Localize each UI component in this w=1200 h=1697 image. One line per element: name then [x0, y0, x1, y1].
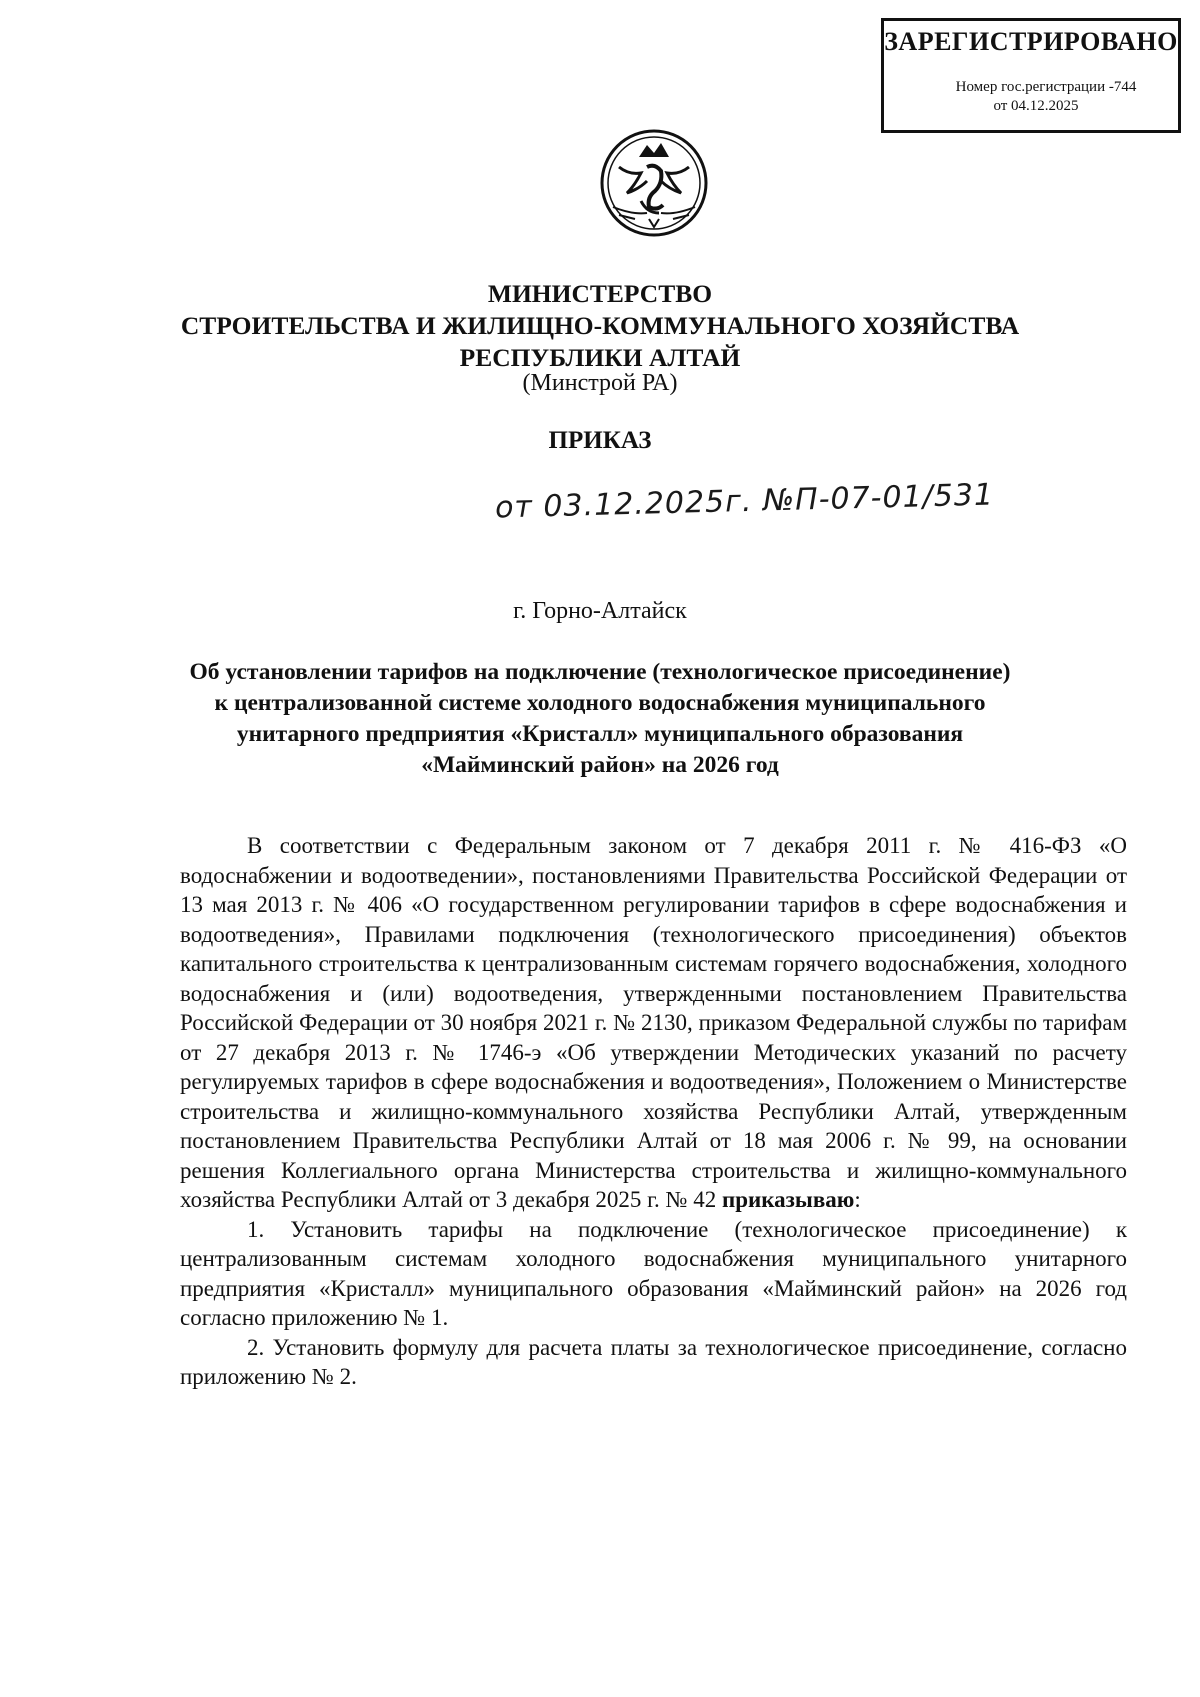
ministry-abbreviation: (Минстрой РА) [522, 370, 678, 396]
preamble-text: В соответствии с Федеральным законом от 7 декабря 2011 г. № 416-ФЗ «О водоснабжении и водоотведении», постановлениями Правительства Российской Федерации от 13 мая 2013 г. № 406 «О государственном регулировании тарифов в сфере водоснабжения и водоотведения», Правилами подключения (технологического присоединения) объектов капитального строительства к централизованным системам горячего водоснабжения, холодного водоснабжения и (или) водоотведения, утвержденными постановлением Правительства Российской Федерации от 30 ноября 2021 г. № 2130, приказом Федеральной службы по тарифам от 27 декабря 2013 г. № 1746-э «Об утверждении Методических указаний по расчету регулируемых тарифов в сфере водоснабжения и водоотведения», Положением о Министерстве строительства и жилищно-коммунального хозяйства Республики Алтай, утвержденным постановлением Правительства Республики Алтай от 18 мая 2006 г. № 99, на основании решения Коллегиального органа Министерства строительства и жилищно-коммунального хозяйства Республики Алтай от 3 декабря 2025 г. № 42 [180, 833, 1127, 1212]
preamble-paragraph [180, 831, 1127, 1215]
ministry-line-3: РЕСПУБЛИКИ АЛТАЙ [459, 343, 741, 372]
handwritten-date-number: от 03.12.2025г. №П-07-01/531 [494, 477, 995, 526]
subject-line-4: «Майминский район» на 2026 год [421, 752, 779, 778]
document-type: ПРИКАЗ [548, 427, 652, 454]
stamp-reg-number: Номер гос.регистрации -744 [955, 79, 1137, 95]
registration-stamp [881, 18, 1181, 133]
altai-republic-coat-of-arms-icon [589, 127, 719, 239]
ministry-name [0, 278, 1200, 374]
order-subject [150, 657, 1050, 781]
order-item-2: 2. Установить формулу для расчета платы за технологическое присоединение, согласно приложению № 2. [180, 1334, 1127, 1389]
stamp-reg-date: от 04.12.2025 [993, 98, 1079, 114]
city: г. Горно-Алтайск [513, 598, 687, 624]
subject-line-1: Об установлении тарифов на подключение (технологическое присоединение) [189, 659, 1011, 685]
order-body [180, 831, 1127, 1392]
order-item-1: 1. Установить тарифы на подключение (технологическое присоединение) к централизованным системам холодного водоснабжения муниципального унитарного предприятия «Кристалл» муниципального образования «Майминский район» на 2026 год согласно приложению № 1. [180, 1216, 1127, 1330]
order-word: приказываю [721, 1187, 855, 1212]
ministry-line-2: СТРОИТЕЛЬСТВА И ЖИЛИЩНО-КОММУНАЛЬНОГО ХОЗЯЙСТВА [180, 311, 1020, 340]
ministry-line-1: МИНИСТЕРСТВО [487, 279, 713, 308]
order-colon: : [854, 1187, 861, 1212]
subject-line-3: унитарного предприятия «Кристалл» муниципального образования [236, 721, 964, 747]
stamp-title: ЗАРЕГИСТРИРОВАНО [884, 27, 1178, 56]
subject-line-2: к централизованной системе холодного водоснабжения муниципального [214, 690, 986, 716]
